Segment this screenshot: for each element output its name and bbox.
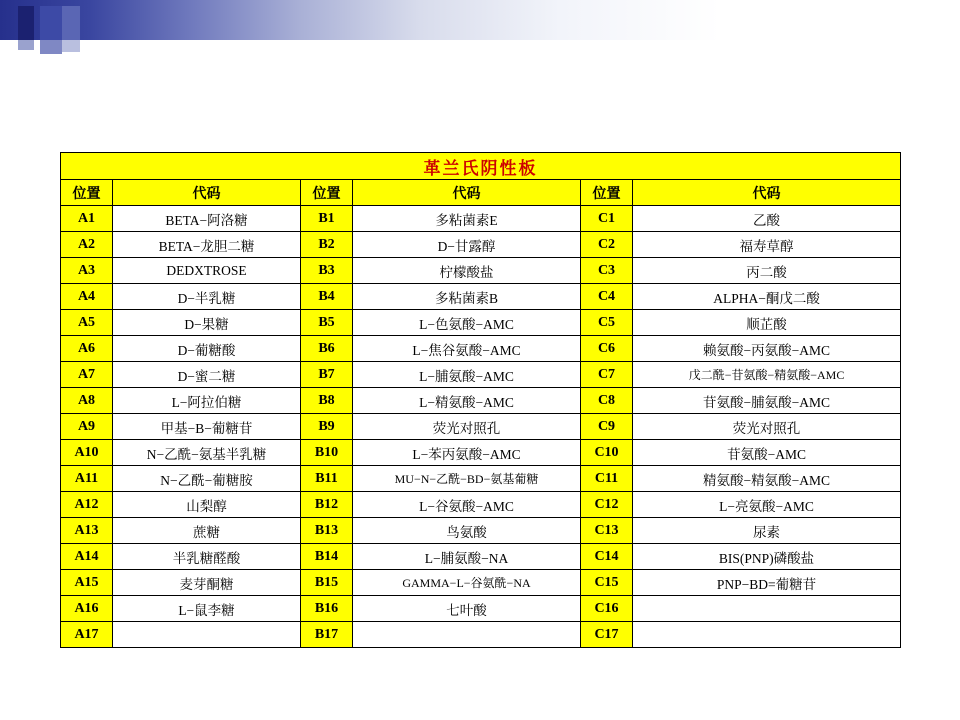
cell-position: A15 [61,570,113,596]
cell-position: A5 [61,310,113,336]
cell-position: C14 [581,544,633,570]
cell-code: BIS(PNP)磷酸盐 [633,544,901,570]
cell-code: 苷氨酸−脯氨酸−AMC [633,388,901,414]
cell-position: C12 [581,492,633,518]
table-body [61,153,901,648]
cell-code: D−果糖 [113,310,301,336]
cell-code: 柠檬酸盐 [353,258,581,284]
column-header-code-3: 代码 [633,180,901,206]
column-header-code-1: 代码 [113,180,301,206]
cell-code [633,596,901,622]
cell-position: A8 [61,388,113,414]
cell-code: 荧光对照孔 [633,414,901,440]
column-header-position-1: 位置 [61,180,113,206]
cell-position: A14 [61,544,113,570]
cell-code: MU−N−乙酰−BD−氨基葡糖 [353,466,581,492]
cell-code: L−鼠李糖 [113,596,301,622]
cell-code: BETA−阿洛糖 [113,206,301,232]
cell-position: C6 [581,336,633,362]
cell-code: N−乙酰−葡糖胺 [113,466,301,492]
table-row [61,544,901,570]
cell-code [633,622,901,648]
cell-position: B16 [301,596,353,622]
cell-position: C2 [581,232,633,258]
cell-code: L−脯氨酸−AMC [353,362,581,388]
cell-position: B11 [301,466,353,492]
cell-code: 福寿草醇 [633,232,901,258]
cell-position: A11 [61,466,113,492]
cell-code: 荧光对照孔 [353,414,581,440]
cell-position: C10 [581,440,633,466]
cell-position: C5 [581,310,633,336]
table-row [61,596,901,622]
cell-code: D−甘露醇 [353,232,581,258]
table-row [61,284,901,310]
table-header-row [61,180,901,206]
cell-position: C17 [581,622,633,648]
cell-code: PNP−BD=葡糖苷 [633,570,901,596]
cell-position: B9 [301,414,353,440]
cell-position: A6 [61,336,113,362]
cell-position: C7 [581,362,633,388]
cell-position: C13 [581,518,633,544]
cell-code: L−脯氨酸−NA [353,544,581,570]
cell-position: B8 [301,388,353,414]
cell-code: D−半乳糖 [113,284,301,310]
cell-position: A1 [61,206,113,232]
cell-code: 半乳糖醛酸 [113,544,301,570]
cell-code: 蔗糖 [113,518,301,544]
cell-code: 乙酸 [633,206,901,232]
cell-position: B1 [301,206,353,232]
cell-position: C11 [581,466,633,492]
cell-position: B4 [301,284,353,310]
cell-code: DEDXTROSE [113,258,301,284]
cell-code: 七叶酸 [353,596,581,622]
banner-square-3 [40,40,62,54]
cell-position: B17 [301,622,353,648]
cell-code: L−谷氨酸−AMC [353,492,581,518]
cell-position: A2 [61,232,113,258]
cell-code: 赖氨酸−丙氨酸−AMC [633,336,901,362]
cell-position: B2 [301,232,353,258]
cell-position: A17 [61,622,113,648]
cell-code: 山梨醇 [113,492,301,518]
column-header-code-2: 代码 [353,180,581,206]
gram-negative-plate-table-container [60,152,900,648]
decorative-header-banner [0,0,960,62]
cell-code: 多粘菌素B [353,284,581,310]
cell-position: A13 [61,518,113,544]
column-header-position-2: 位置 [301,180,353,206]
cell-position: B12 [301,492,353,518]
cell-code: 多粘菌素E [353,206,581,232]
cell-code: 鸟氨酸 [353,518,581,544]
cell-position: B10 [301,440,353,466]
cell-code: 麦芽酮糖 [113,570,301,596]
cell-code: 甲基−B−葡糖苷 [113,414,301,440]
banner-square-4 [18,40,34,50]
cell-code: 顺芷酸 [633,310,901,336]
cell-position: C15 [581,570,633,596]
cell-position: C1 [581,206,633,232]
cell-position: B3 [301,258,353,284]
table-row [61,232,901,258]
table-row [61,388,901,414]
banner-white-strip [0,40,960,62]
banner-square-6 [62,40,80,52]
cell-code: 尿素 [633,518,901,544]
cell-code: 戊二酰−苷氨酸−精氨酸−AMC [633,362,901,388]
cell-code: L−苯丙氨酸−AMC [353,440,581,466]
cell-code: ALPHA−酮戊二酸 [633,284,901,310]
cell-position: A16 [61,596,113,622]
cell-position: A4 [61,284,113,310]
cell-code: L−焦谷氨酸−AMC [353,336,581,362]
table-row [61,492,901,518]
cell-position: B7 [301,362,353,388]
cell-position: C3 [581,258,633,284]
table-title-row [61,153,901,180]
cell-code: N−乙酰−氨基半乳糖 [113,440,301,466]
cell-code: L−阿拉伯糖 [113,388,301,414]
cell-code: L−亮氨酸−AMC [633,492,901,518]
table-row [61,440,901,466]
cell-code: 苷氨酸−AMC [633,440,901,466]
cell-code: L−精氨酸−AMC [353,388,581,414]
cell-code [113,622,301,648]
cell-code: D−蜜二糖 [113,362,301,388]
cell-position: C16 [581,596,633,622]
cell-position: A7 [61,362,113,388]
cell-position: B14 [301,544,353,570]
table-title: 革兰氏阴性板 [61,153,901,180]
cell-position: C4 [581,284,633,310]
cell-code: GAMMA−L−谷氨酰−NA [353,570,581,596]
cell-position: C9 [581,414,633,440]
table-row [61,310,901,336]
cell-position: A12 [61,492,113,518]
cell-code: L−色氨酸−AMC [353,310,581,336]
cell-code: 丙二酸 [633,258,901,284]
banner-square-5 [62,6,80,42]
table-row [61,622,901,648]
table-row [61,414,901,440]
cell-position: B15 [301,570,353,596]
table-row [61,336,901,362]
cell-position: C8 [581,388,633,414]
cell-position: A9 [61,414,113,440]
table-row [61,466,901,492]
table-row [61,518,901,544]
cell-code: D−葡糖酸 [113,336,301,362]
cell-code [353,622,581,648]
table-row [61,258,901,284]
gram-negative-plate-table [60,152,901,648]
cell-position: B6 [301,336,353,362]
cell-position: A10 [61,440,113,466]
cell-code: BETA−龙胆二糖 [113,232,301,258]
table-row [61,206,901,232]
cell-position: B13 [301,518,353,544]
cell-position: B5 [301,310,353,336]
table-row [61,570,901,596]
column-header-position-3: 位置 [581,180,633,206]
cell-code: 精氨酸−精氨酸−AMC [633,466,901,492]
table-row [61,362,901,388]
cell-position: A3 [61,258,113,284]
